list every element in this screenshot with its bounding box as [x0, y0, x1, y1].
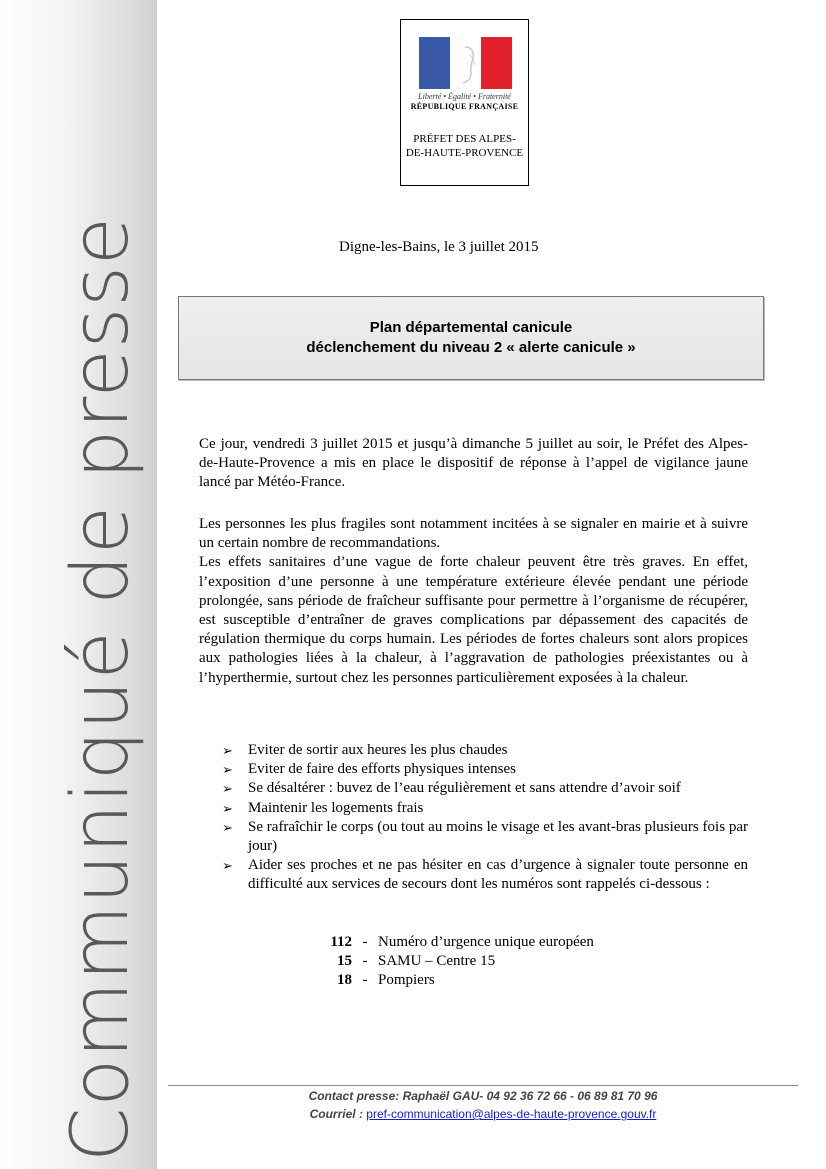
- arrow-bullet-icon: ➢: [222, 781, 233, 797]
- list-item: ➢ Aider ses proches et ne pas hésiter en cas d’urgence à signaler toute personne en difficulté aux services de secours dont les numéros sont rappelés ci-dessous :: [222, 857, 748, 893]
- emergency-number: 112: [330, 934, 352, 950]
- paragraph-1: Ce jour, vendredi 3 juillet 2015 et jusqu’à dimanche 5 juillet au soir, le Préfet des Alpes-de-Haute-Provence a mis en place le dispositif de réponse à l’appel de vigilance jaune lancé par Météo-France.: [199, 436, 748, 491]
- prefet-line-1: PRÉFET DES ALPES-: [413, 133, 516, 145]
- paragraph-group: [199, 515, 748, 688]
- list-item: ➢ Eviter de sortir aux heures les plus chaudes: [222, 741, 748, 760]
- emergency-label: Pompiers: [378, 972, 435, 989]
- arrow-bullet-icon: ➢: [222, 762, 233, 778]
- arrow-bullet-icon: ➢: [222, 819, 233, 835]
- prefecture-logo-block: [400, 19, 529, 186]
- emergency-number-row: [322, 933, 594, 952]
- sidebar-banner: [0, 0, 157, 1169]
- dash-separator: -: [362, 972, 368, 989]
- title-line-1: Plan départemental canicule: [369, 319, 573, 336]
- arrow-bullet-icon: ➢: [222, 858, 233, 874]
- republic-motto: Liberté • Égalité • Fraternité: [418, 92, 511, 101]
- communique-de-presse-label: Communiqué de presse: [56, 216, 146, 1162]
- paragraph-2: Les personnes les plus fragiles sont notamment incitées à se signaler en mairie et à suivre un certain nombre de recommandations.: [199, 516, 748, 552]
- recommendations-list: [222, 741, 748, 895]
- footer-divider: [168, 1085, 798, 1086]
- email-label: Courriel :: [309, 1107, 367, 1121]
- list-item: ➢ Maintenir les logements frais: [222, 799, 748, 818]
- title-line-2: déclenchement du niveau 2 « alerte canicule »: [306, 339, 636, 356]
- marianne-flag-icon: [419, 37, 512, 89]
- footer-contact: Contact presse: Raphaël GAU- 04 92 36 72 66 - 06 89 81 70 96: [308, 1089, 658, 1103]
- document-date: Digne-les-Bains, le 3 juillet 2015: [339, 239, 539, 255]
- list-item: ➢ Se désaltérer : buvez de l’eau régulièrement et sans attendre d’avoir soif: [222, 779, 748, 798]
- dash-separator: -: [362, 953, 368, 970]
- paragraph-3: Les effets sanitaires d’une vague de forte chaleur peuvent être très graves. En effet, l’exposition d’une personne à une température extérieure élevée pendant une période prolongée, sans période de fraîcheur suffisante pour permettre à l’organisme de récupérer, est susceptible d’entraîner de graves complications par dépassement des capacités de régulation thermique du corps humain. Les périodes de fortes chaleurs sont alors propices aux pathologies liées à la chaleur, à l’aggravation de pathologies préexistantes ou à l’hyperthermie, surtout chez les personnes particulièrement exposées à la chaleur.: [199, 554, 748, 686]
- footer-email-line: [168, 1107, 798, 1121]
- list-item: ➢ Se rafraîchir le corps (ou tout au moins le visage et les avant-bras plusieurs fois par jour): [222, 818, 748, 855]
- list-item: ➢ Eviter de faire des efforts physiques intenses: [222, 760, 748, 779]
- prefet-line-2: DE-HAUTE-PROVENCE: [405, 147, 524, 159]
- emergency-number-row: [322, 952, 594, 971]
- emergency-number-row: [322, 971, 594, 990]
- title-box: [178, 296, 764, 380]
- emergency-label: Numéro d’urgence unique européen: [378, 934, 594, 950]
- emergency-label: SAMU – Centre 15: [378, 953, 496, 970]
- emergency-number: 18: [337, 972, 352, 989]
- dash-separator: -: [362, 934, 368, 950]
- arrow-bullet-icon: ➢: [222, 800, 233, 816]
- emergency-numbers: [322, 933, 594, 991]
- email-link[interactable]: pref-communication@alpes-de-haute-provence.gouv.fr: [366, 1107, 657, 1121]
- arrow-bullet-icon: ➢: [222, 743, 233, 758]
- prefet-label: [401, 132, 528, 160]
- emergency-number: 15: [337, 953, 352, 970]
- republique-francaise-label: RÉPUBLIQUE FRANÇAISE: [410, 102, 519, 111]
